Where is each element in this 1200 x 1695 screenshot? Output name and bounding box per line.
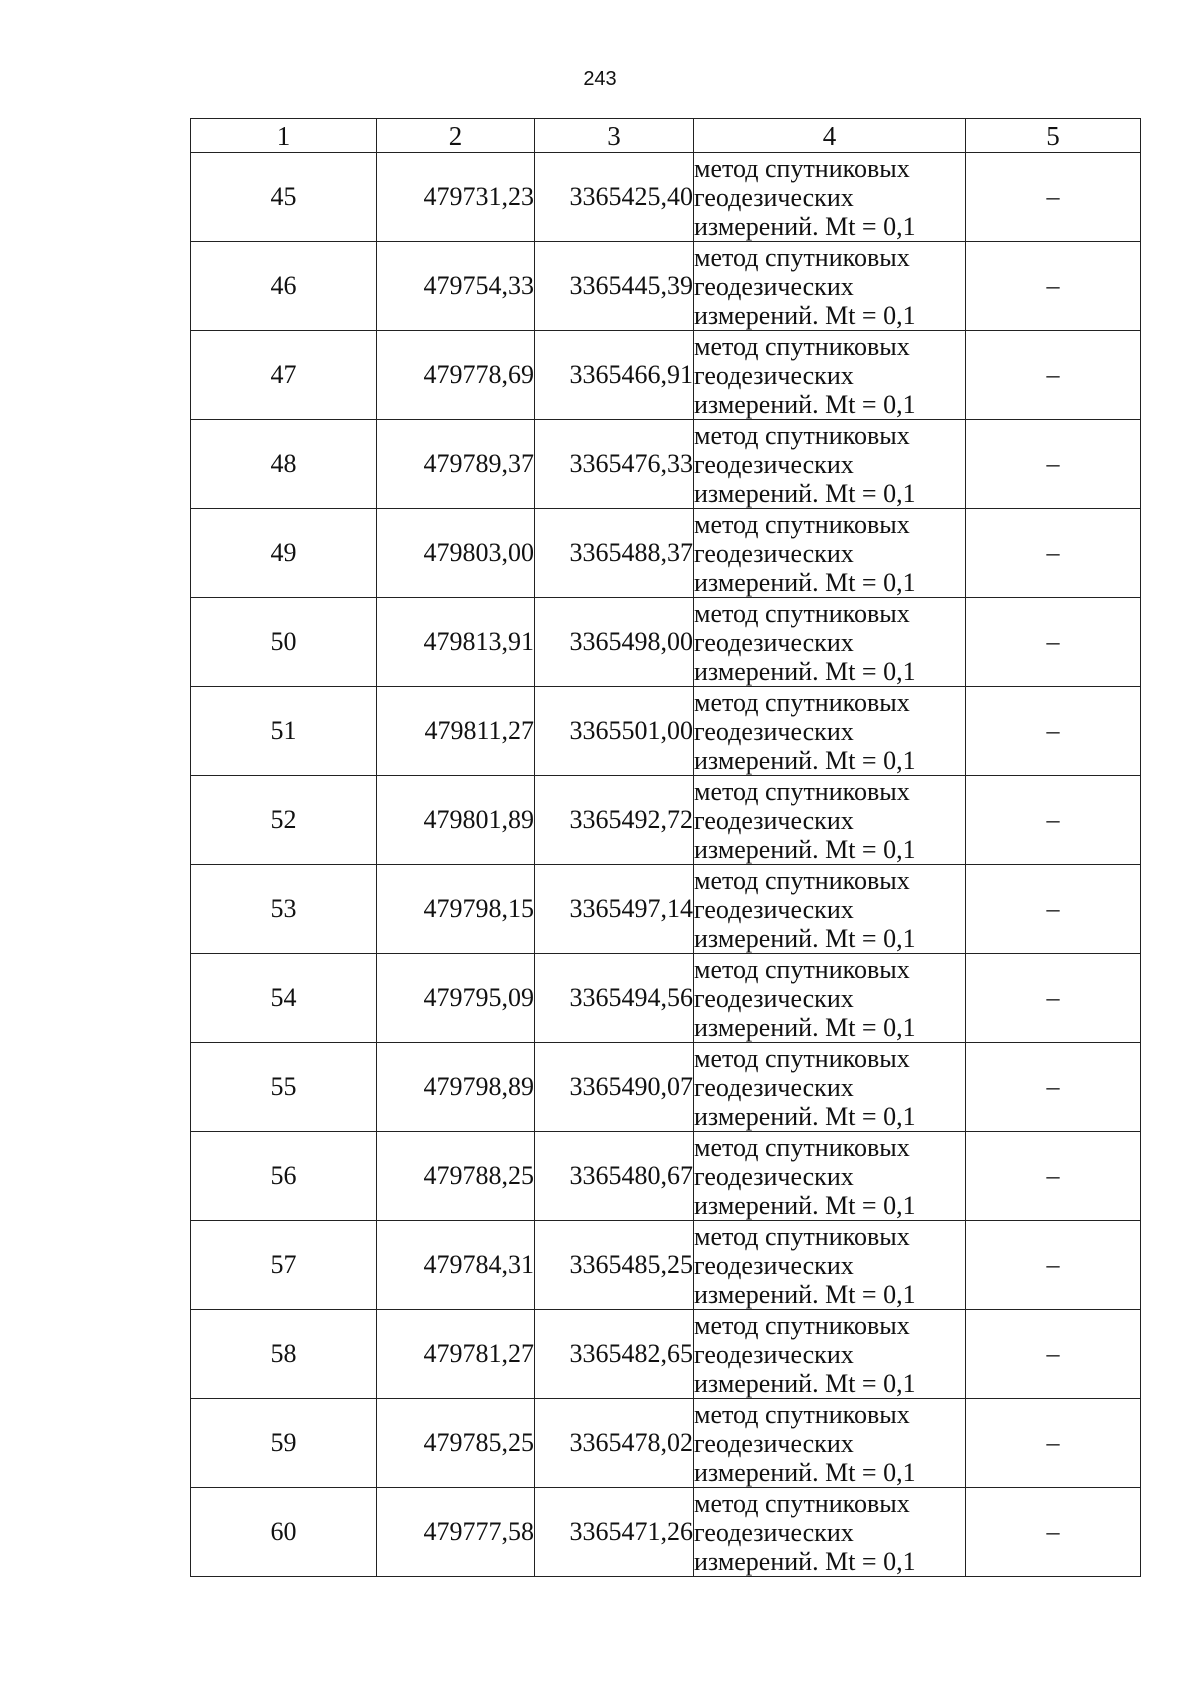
- x-coordinate-cell: 479811,27: [377, 687, 535, 776]
- note-cell: –: [966, 954, 1141, 1043]
- method-line: измерений. Mt = 0,1: [694, 834, 916, 864]
- method-cell: [694, 1488, 966, 1577]
- x-coordinate-cell: 479785,25: [377, 1399, 535, 1488]
- method-cell: [694, 776, 966, 865]
- method-line: метод спутниковых: [694, 1488, 910, 1518]
- y-coordinate-cell: 3365445,39: [535, 242, 694, 331]
- method-line: геодезических: [694, 449, 854, 479]
- method-line: измерений. Mt = 0,1: [694, 1012, 916, 1042]
- header-cell: 2: [377, 119, 535, 153]
- x-coordinate-cell: 479784,31: [377, 1221, 535, 1310]
- note-cell: –: [966, 331, 1141, 420]
- method-line: геодезических: [694, 1161, 854, 1191]
- method-cell: [694, 954, 966, 1043]
- method-line: измерений. Mt = 0,1: [694, 656, 916, 686]
- method-line: метод спутниковых: [694, 1043, 910, 1073]
- method-line: метод спутниковых: [694, 420, 910, 450]
- table-row: [191, 1221, 1141, 1310]
- point-number-cell: 50: [191, 598, 377, 687]
- point-number-cell: 51: [191, 687, 377, 776]
- method-cell: [694, 865, 966, 954]
- point-number-cell: 49: [191, 509, 377, 598]
- point-number-cell: 58: [191, 1310, 377, 1399]
- y-coordinate-cell: 3365497,14: [535, 865, 694, 954]
- x-coordinate-cell: 479789,37: [377, 420, 535, 509]
- note-cell: –: [966, 242, 1141, 331]
- method-cell: [694, 687, 966, 776]
- x-coordinate-cell: 479788,25: [377, 1132, 535, 1221]
- method-line: геодезических: [694, 805, 854, 835]
- method-cell: [694, 153, 966, 242]
- table-row: [191, 242, 1141, 331]
- method-line: геодезических: [694, 271, 854, 301]
- x-coordinate-cell: 479798,15: [377, 865, 535, 954]
- header-cell: 5: [966, 119, 1141, 153]
- note-cell: –: [966, 1132, 1141, 1221]
- table-row: [191, 331, 1141, 420]
- table-row: [191, 776, 1141, 865]
- method-cell: [694, 1043, 966, 1132]
- table-row: [191, 687, 1141, 776]
- point-number-cell: 52: [191, 776, 377, 865]
- note-cell: –: [966, 1221, 1141, 1310]
- method-line: геодезических: [694, 716, 854, 746]
- method-line: метод спутниковых: [694, 687, 910, 717]
- method-line: метод спутниковых: [694, 1399, 910, 1429]
- method-line: измерений. Mt = 0,1: [694, 211, 916, 241]
- method-cell: [694, 1399, 966, 1488]
- method-line: метод спутниковых: [694, 776, 910, 806]
- method-line: измерений. Mt = 0,1: [694, 1457, 916, 1487]
- table-row: [191, 865, 1141, 954]
- y-coordinate-cell: 3365488,37: [535, 509, 694, 598]
- method-line: измерений. Mt = 0,1: [694, 1101, 916, 1131]
- y-coordinate-cell: 3365485,25: [535, 1221, 694, 1310]
- header-cell: 4: [694, 119, 966, 153]
- header-cell: 1: [191, 119, 377, 153]
- method-line: геодезических: [694, 360, 854, 390]
- x-coordinate-cell: 479777,58: [377, 1488, 535, 1577]
- x-coordinate-cell: 479731,23: [377, 153, 535, 242]
- method-line: измерений. Mt = 0,1: [694, 300, 916, 330]
- y-coordinate-cell: 3365478,02: [535, 1399, 694, 1488]
- method-cell: [694, 509, 966, 598]
- table-row: [191, 1399, 1141, 1488]
- table-row: [191, 1488, 1141, 1577]
- x-coordinate-cell: 479801,89: [377, 776, 535, 865]
- point-number-cell: 56: [191, 1132, 377, 1221]
- note-cell: –: [966, 865, 1141, 954]
- method-line: метод спутниковых: [694, 1132, 910, 1162]
- method-line: измерений. Mt = 0,1: [694, 1368, 916, 1398]
- method-line: измерений. Mt = 0,1: [694, 1546, 916, 1576]
- y-coordinate-cell: 3365498,00: [535, 598, 694, 687]
- y-coordinate-cell: 3365466,91: [535, 331, 694, 420]
- table-row: [191, 153, 1141, 242]
- header-cell: 3: [535, 119, 694, 153]
- method-cell: [694, 598, 966, 687]
- method-line: геодезических: [694, 1250, 854, 1280]
- method-line: измерений. Mt = 0,1: [694, 567, 916, 597]
- point-number-cell: 53: [191, 865, 377, 954]
- y-coordinate-cell: 3365476,33: [535, 420, 694, 509]
- header-row: [191, 119, 1141, 153]
- method-line: метод спутниковых: [694, 509, 910, 539]
- y-coordinate-cell: 3365480,67: [535, 1132, 694, 1221]
- point-number-cell: 59: [191, 1399, 377, 1488]
- method-line: геодезических: [694, 182, 854, 212]
- note-cell: –: [966, 1399, 1141, 1488]
- y-coordinate-cell: 3365471,26: [535, 1488, 694, 1577]
- x-coordinate-cell: 479803,00: [377, 509, 535, 598]
- y-coordinate-cell: 3365494,56: [535, 954, 694, 1043]
- note-cell: –: [966, 1488, 1141, 1577]
- y-coordinate-cell: 3365425,40: [535, 153, 694, 242]
- method-line: метод спутниковых: [694, 598, 910, 628]
- method-cell: [694, 1310, 966, 1399]
- point-number-cell: 45: [191, 153, 377, 242]
- table-row: [191, 1132, 1141, 1221]
- point-number-cell: 60: [191, 1488, 377, 1577]
- table-body: [191, 153, 1141, 1577]
- method-line: геодезических: [694, 894, 854, 924]
- table-row: [191, 1043, 1141, 1132]
- method-line: геодезических: [694, 983, 854, 1013]
- method-line: геодезических: [694, 1428, 854, 1458]
- method-line: геодезических: [694, 1072, 854, 1102]
- y-coordinate-cell: 3365482,65: [535, 1310, 694, 1399]
- page-number: 243: [583, 68, 617, 90]
- method-line: метод спутниковых: [694, 1310, 910, 1340]
- method-line: метод спутниковых: [694, 1221, 910, 1251]
- note-cell: –: [966, 1043, 1141, 1132]
- method-line: измерений. Mt = 0,1: [694, 1279, 916, 1309]
- x-coordinate-cell: 479754,33: [377, 242, 535, 331]
- y-coordinate-cell: 3365490,07: [535, 1043, 694, 1132]
- method-line: измерений. Mt = 0,1: [694, 1190, 916, 1220]
- y-coordinate-cell: 3365501,00: [535, 687, 694, 776]
- x-coordinate-cell: 479778,69: [377, 331, 535, 420]
- x-coordinate-cell: 479795,09: [377, 954, 535, 1043]
- method-cell: [694, 1221, 966, 1310]
- coordinates-table: [190, 118, 1141, 1577]
- x-coordinate-cell: 479781,27: [377, 1310, 535, 1399]
- note-cell: –: [966, 598, 1141, 687]
- x-coordinate-cell: 479813,91: [377, 598, 535, 687]
- note-cell: –: [966, 776, 1141, 865]
- method-line: метод спутниковых: [694, 242, 910, 272]
- point-number-cell: 55: [191, 1043, 377, 1132]
- method-line: геодезических: [694, 1517, 854, 1547]
- point-number-cell: 57: [191, 1221, 377, 1310]
- y-coordinate-cell: 3365492,72: [535, 776, 694, 865]
- method-line: метод спутниковых: [694, 153, 910, 183]
- method-line: измерений. Mt = 0,1: [694, 745, 916, 775]
- point-number-cell: 47: [191, 331, 377, 420]
- note-cell: –: [966, 420, 1141, 509]
- point-number-cell: 46: [191, 242, 377, 331]
- method-cell: [694, 242, 966, 331]
- method-line: измерений. Mt = 0,1: [694, 478, 916, 508]
- method-cell: [694, 331, 966, 420]
- method-cell: [694, 1132, 966, 1221]
- method-line: метод спутниковых: [694, 865, 910, 895]
- table-row: [191, 954, 1141, 1043]
- method-line: геодезических: [694, 538, 854, 568]
- note-cell: –: [966, 509, 1141, 598]
- point-number-cell: 54: [191, 954, 377, 1043]
- note-cell: –: [966, 687, 1141, 776]
- table-row: [191, 420, 1141, 509]
- method-cell: [694, 420, 966, 509]
- method-line: метод спутниковых: [694, 954, 910, 984]
- note-cell: –: [966, 153, 1141, 242]
- x-coordinate-cell: 479798,89: [377, 1043, 535, 1132]
- method-line: метод спутниковых: [694, 331, 910, 361]
- table-row: [191, 598, 1141, 687]
- method-line: геодезических: [694, 627, 854, 657]
- table-row: [191, 509, 1141, 598]
- note-cell: –: [966, 1310, 1141, 1399]
- method-line: измерений. Mt = 0,1: [694, 389, 916, 419]
- method-line: измерений. Mt = 0,1: [694, 923, 916, 953]
- point-number-cell: 48: [191, 420, 377, 509]
- method-line: геодезических: [694, 1339, 854, 1369]
- table-row: [191, 1310, 1141, 1399]
